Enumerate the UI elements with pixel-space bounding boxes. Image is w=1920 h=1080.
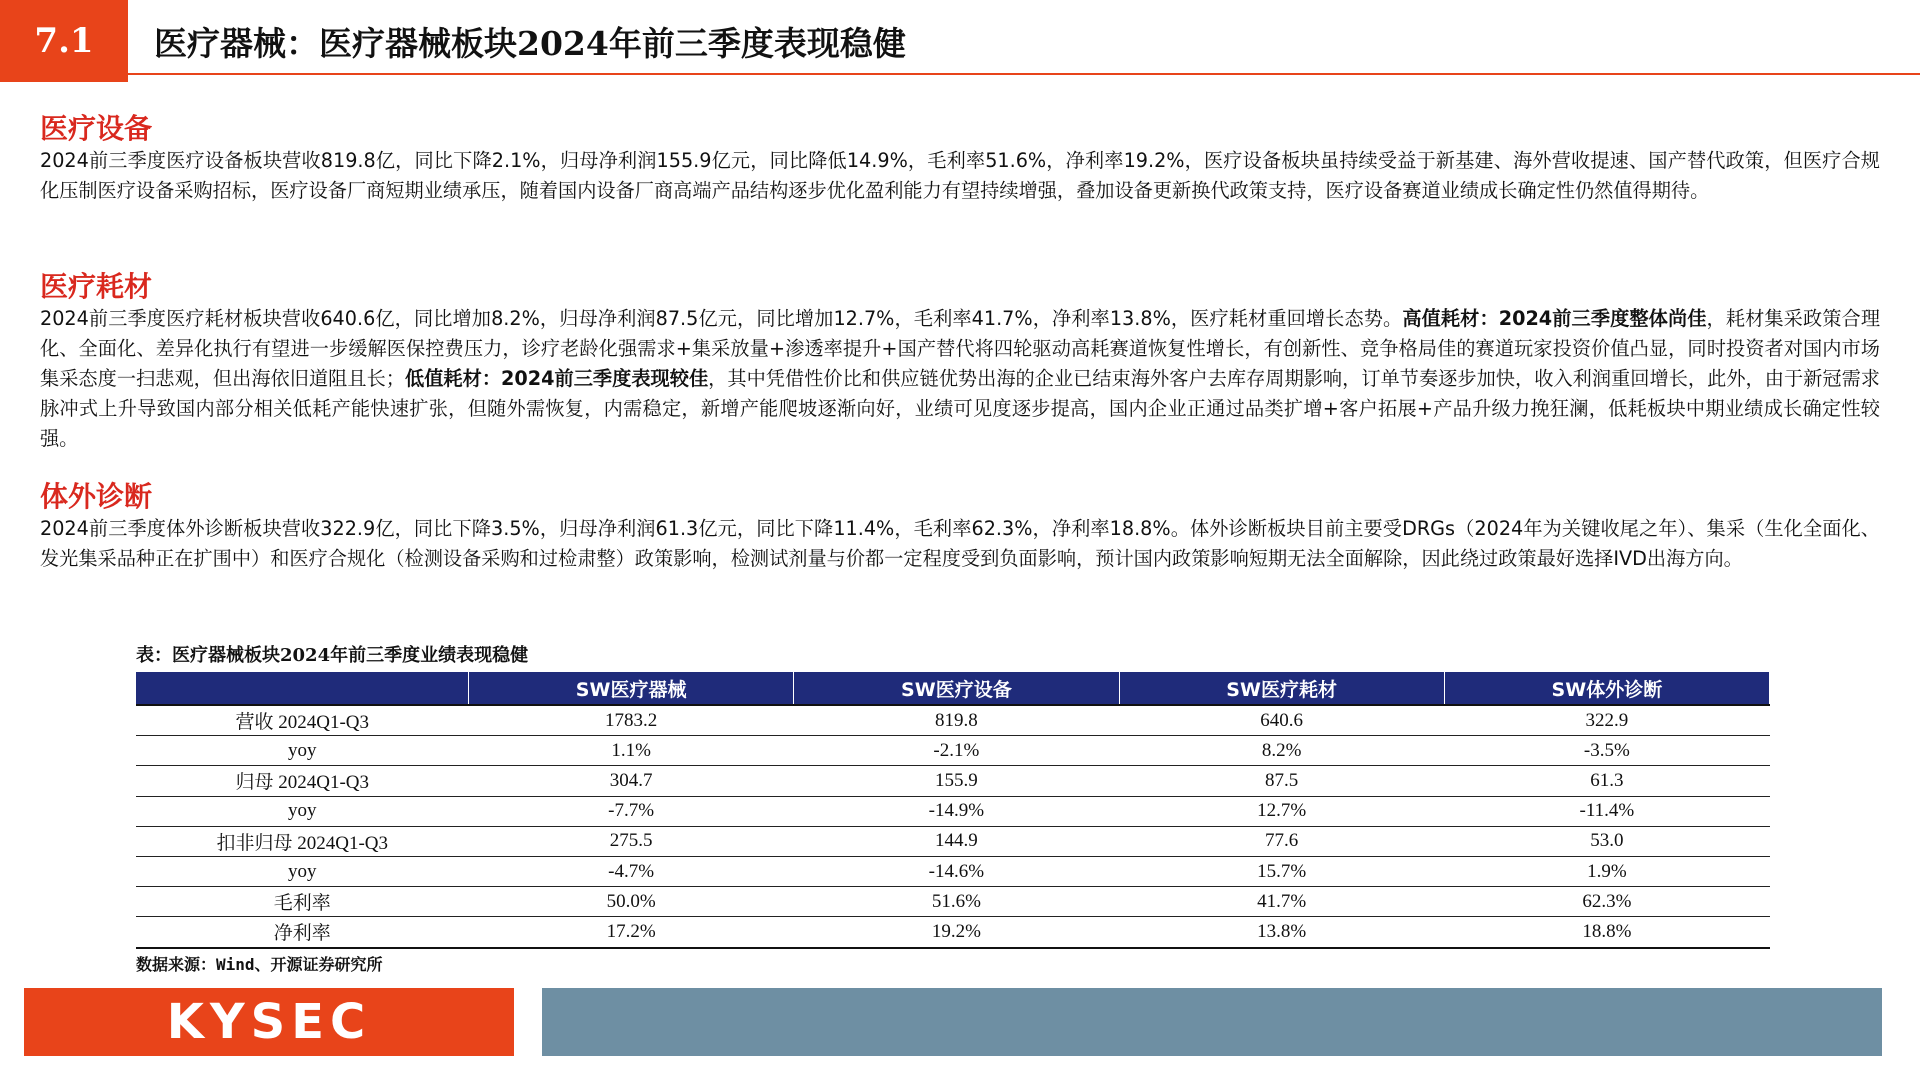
table-cell: 15.7% <box>1119 856 1444 886</box>
table-row <box>136 917 1770 948</box>
table-header-cell <box>136 672 469 705</box>
paragraph-text: 2024前三季度医疗耗材板块营收640.6亿，同比增加8.2%，归母净利润87.5亿元，同比增加12.7%，毛利率41.7%，净利率13.8%，医疗耗材重回增长态势。 <box>40 307 1403 330</box>
row-label: 归母 2024Q1-Q3 <box>136 766 469 796</box>
table-cell: 50.0% <box>469 887 794 917</box>
table-cell: 18.8% <box>1444 917 1769 948</box>
table-cell: 51.6% <box>794 887 1119 917</box>
table-cell: 53.0 <box>1444 826 1769 856</box>
page-title: 医疗器械：医疗器械板块2024年前三季度表现稳健 <box>154 23 906 63</box>
table-cell: 144.9 <box>794 826 1119 856</box>
section-paragraph <box>40 514 1880 574</box>
section-heading: 医疗设备 <box>40 112 153 145</box>
table-cell: 155.9 <box>794 766 1119 796</box>
row-label: 扣非归母 2024Q1-Q3 <box>136 826 469 856</box>
table-cell: -3.5% <box>1444 736 1769 766</box>
table-cell: -7.7% <box>469 796 794 826</box>
row-label: yoy <box>136 856 469 886</box>
row-label: yoy <box>136 796 469 826</box>
performance-table <box>136 672 1770 949</box>
table-cell: -14.9% <box>794 796 1119 826</box>
table-cell: 13.8% <box>1119 917 1444 948</box>
row-label: yoy <box>136 736 469 766</box>
table-cell: 41.7% <box>1119 887 1444 917</box>
table-cell: 19.2% <box>794 917 1119 948</box>
table-cell: 61.3 <box>1444 766 1769 796</box>
header-divider <box>0 73 1920 75</box>
table-cell: 275.5 <box>469 826 794 856</box>
table-cell: -14.6% <box>794 856 1119 886</box>
table-cell: 1783.2 <box>469 705 794 736</box>
table-header-row <box>136 672 1770 705</box>
table-header-cell: SW医疗耗材 <box>1119 672 1444 705</box>
table-cell: 1.1% <box>469 736 794 766</box>
table-cell: 17.2% <box>469 917 794 948</box>
section-paragraph <box>40 146 1880 206</box>
table-row <box>136 887 1770 917</box>
paragraph-text: ，其中凭借性价比和供应链优势出海的企业已结束海外客户去库存周期影响，订单节奏逐步加快，收入利润重回增长，此外，由于新冠需求脉冲式上升导致国内部分相关低耗产能快速扩张，但随外需恢复，内需稳定，新增产能爬坡逐渐向好，业绩可见度逐步提高，国内企业正通过品类扩增+客户拓展+产品升级力挽狂澜，低耗板块中期业绩成长确定性较强。 <box>40 367 1880 450</box>
section-ivd <box>40 480 1880 574</box>
paragraph-bold-text: 低值耗材：2024前三季度表现较佳 <box>404 367 709 390</box>
section-heading: 体外诊断 <box>40 480 153 513</box>
table-cell: 62.3% <box>1444 887 1769 917</box>
paragraph-bold-text: 高值耗材：2024前三季度整体尚佳 <box>1402 307 1707 330</box>
row-label: 营收 2024Q1-Q3 <box>136 705 469 736</box>
table-cell: 640.6 <box>1119 705 1444 736</box>
table-row <box>136 705 1770 736</box>
row-label: 净利率 <box>136 917 469 948</box>
table-row <box>136 766 1770 796</box>
table-source-note: 数据来源：Wind、开源证券研究所 <box>136 955 383 974</box>
table-row <box>136 826 1770 856</box>
footer-bar <box>542 988 1882 1056</box>
table-row <box>136 796 1770 826</box>
table-cell: -4.7% <box>469 856 794 886</box>
kysec-logo: KYSEC <box>24 988 514 1056</box>
paragraph-text: ，耗材集采政策合理化、全面化、差异化执行有望进一步缓解医保控费压力，诊疗老龄化强需求+集采放量+渗透率提升+国产替代将四轮驱动高耗赛道恢复性增长，有创新性、竞争格局佳的赛道玩家投资价值凸显，同时投资者对国内市场集采态度一扫悲观，但出海依旧道阻且长； <box>40 307 1881 390</box>
table-cell: -2.1% <box>794 736 1119 766</box>
table-row <box>136 856 1770 886</box>
table-cell: 322.9 <box>1444 705 1769 736</box>
paragraph-text: 2024前三季度体外诊断板块营收322.9亿，同比下降3.5%，归母净利润61.3亿元，同比下降11.4%，毛利率62.3%，净利率18.8%。体外诊断板块目前主要受DRGs（2024年为关键收尾之年）、集采（生化全面化、发光集采品种正在扩围中）和医疗合规化（检测设备采购和过检肃整）政策影响，检测试剂量与价都一定程度受到负面影响，预计国内政策影响短期无法全面解除，因此绕过政策最好选择IVD出海方向。 <box>40 517 1880 570</box>
section-heading: 医疗耗材 <box>40 270 153 303</box>
table-cell: 12.7% <box>1119 796 1444 826</box>
section-paragraph <box>40 304 1880 454</box>
table-header-cell: SW医疗器械 <box>469 672 794 705</box>
table-cell: 8.2% <box>1119 736 1444 766</box>
section-medical-consumables <box>40 270 1880 454</box>
table-header-cell: SW医疗设备 <box>794 672 1119 705</box>
section-number: 7.1 <box>0 0 128 82</box>
table-cell: 87.5 <box>1119 766 1444 796</box>
table-cell: 304.7 <box>469 766 794 796</box>
section-medical-equipment <box>40 112 1880 206</box>
table-header-cell: SW体外诊断 <box>1444 672 1769 705</box>
table-cell: 77.6 <box>1119 826 1444 856</box>
row-label: 毛利率 <box>136 887 469 917</box>
table-cell: -11.4% <box>1444 796 1769 826</box>
paragraph-text: 2024前三季度医疗设备板块营收819.8亿，同比下降2.1%，归母净利润155.9亿元，同比降低14.9%，毛利率51.6%，净利率19.2%，医疗设备板块虽持续受益于新基建、海外营收提速、国产替代政策，但医疗合规化压制医疗设备采购招标，医疗设备厂商短期业绩承压，随着国内设备厂商高端产品结构逐步优化盈利能力有望持续增强，叠加设备更新换代政策支持，医疗设备赛道业绩成长确定性仍然值得期待。 <box>40 149 1880 202</box>
table-caption: 表：医疗器械板块2024年前三季度业绩表现稳健 <box>136 645 529 666</box>
table-cell: 819.8 <box>794 705 1119 736</box>
table-cell: 1.9% <box>1444 856 1769 886</box>
table-row <box>136 736 1770 766</box>
